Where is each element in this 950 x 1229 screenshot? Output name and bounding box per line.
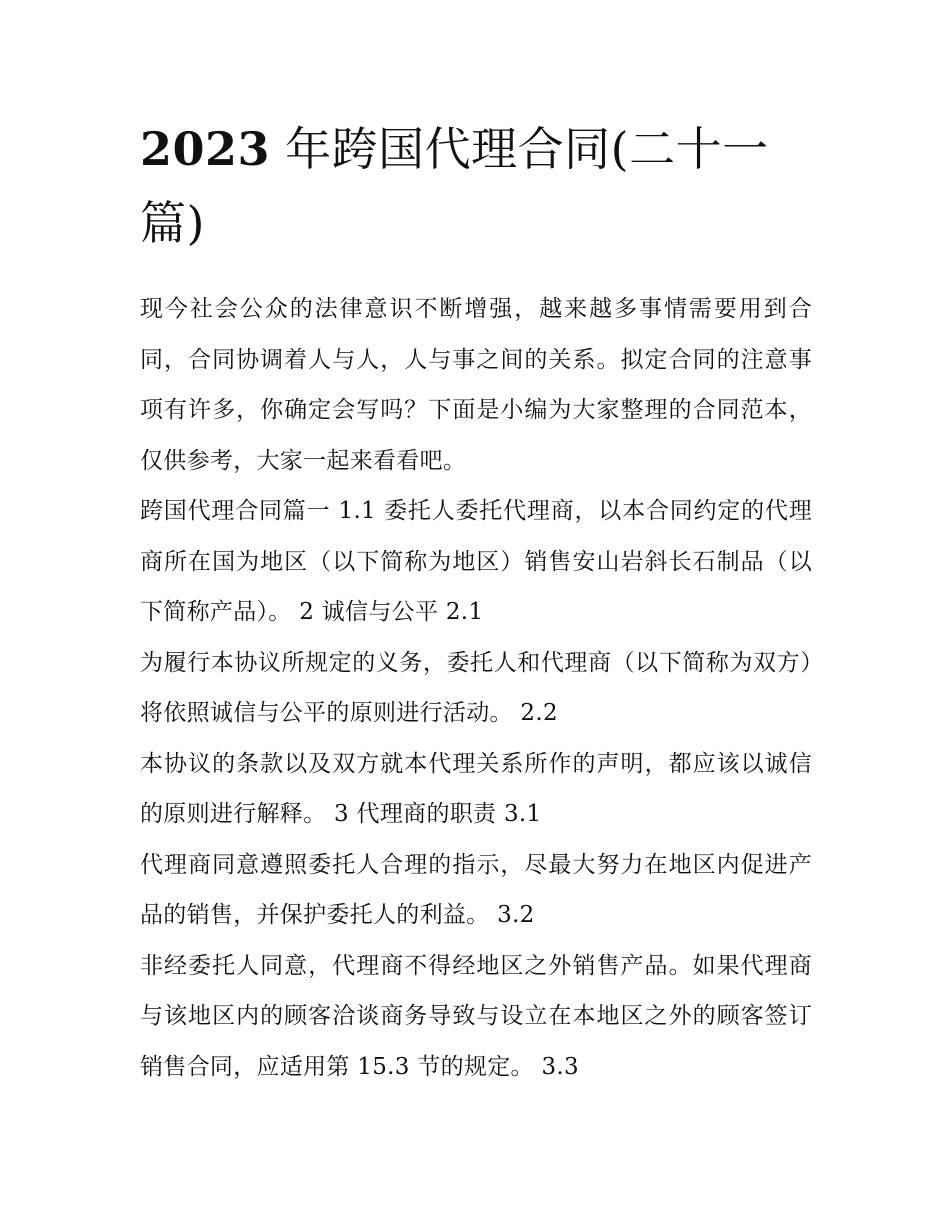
document-page	[140, 112, 812, 1092]
clause-paragraph-5: 非经委托人同意，代理商不得经地区之外销售产品。如果代理商与该地区内的顾客洽谈商务导致与设立在本地区之外的顾客签订销售合同，应适用第 15.3 节的规定。 3.3	[140, 952, 812, 1080]
clause-paragraph-4: 代理商同意遵照委托人合理的指示，尽最大努力在地区内促进产品的销售，并保护委托人的利益。 3.2	[140, 851, 812, 928]
document-title	[140, 112, 812, 260]
title-year: 2023	[140, 122, 271, 176]
clause-paragraph-3: 本协议的条款以及双方就本代理关系所作的声明，都应该以诚信的原则进行解释。 3 代理商的职责 3.1	[140, 750, 812, 827]
intro-paragraph: 现今社会公众的法律意识不断增强，越来越多事情需要用到合同，合同协调着人与人，人与事之间的关系。拟定合同的注意事项有许多，你确定会写吗？下面是小编为大家整理的合同范本，仅供参考，大家一起来看看吧。	[140, 296, 812, 474]
document-body	[140, 284, 812, 1092]
title-text: 年跨国代理合同(二十一篇)	[140, 122, 769, 250]
clause-paragraph-2: 为履行本协议所规定的义务，委托人和代理商（以下简称为双方）将依照诚信与公平的原则进行活动。 2.2	[140, 649, 812, 726]
clause-paragraph-1: 跨国代理合同篇一 1.1 委托人委托代理商，以本合同约定的代理商所在国为地区（以下简称为地区）销售安山岩斜长石制品（以下简称产品）。 2 诚信与公平 2.1	[140, 498, 812, 625]
